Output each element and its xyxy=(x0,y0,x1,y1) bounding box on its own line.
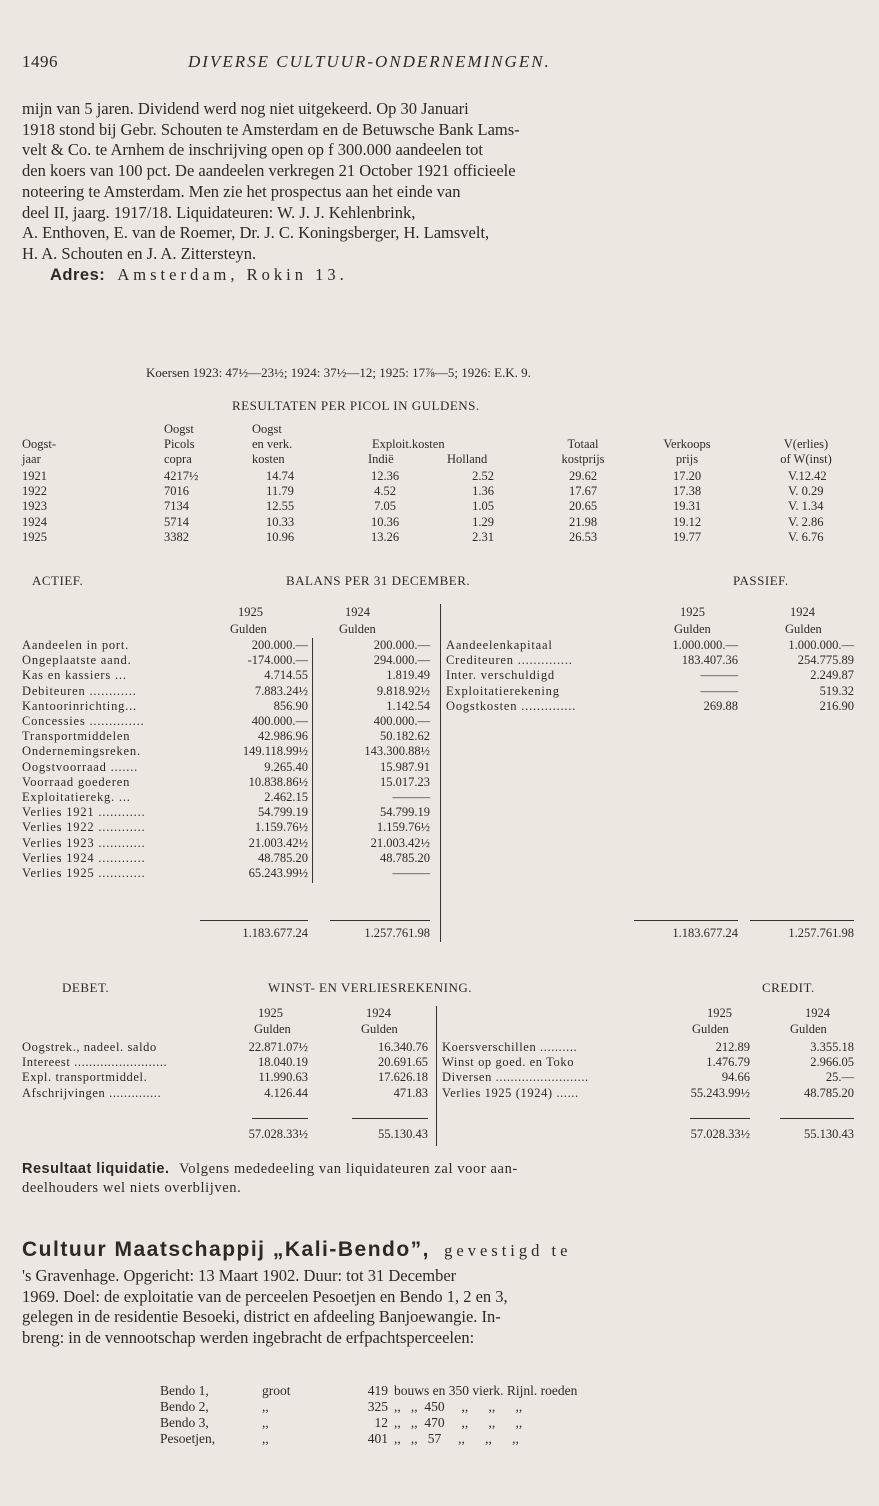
header-verlies: V(erlies) xyxy=(783,437,829,451)
actief-labels xyxy=(22,638,145,881)
table-cell: 5714 xyxy=(164,514,189,529)
col-unit: Gulden xyxy=(339,622,376,636)
table-cell: Verlies 1924 ............ xyxy=(22,850,146,865)
koersen-line: Koersen 1923: 47½—23½; 1924: 37½—12; 1925: 17⅞—5; 1926: E.K. 9. xyxy=(146,365,531,380)
table-cell: 19.31 xyxy=(672,499,702,514)
col-totaal xyxy=(553,469,613,545)
col-verk xyxy=(250,469,310,545)
intro-line: 1918 stond bij Gebr. Schouten te Amsterdam en de Betuwsche Bank Lams- xyxy=(22,119,520,139)
balans-divider xyxy=(440,604,441,942)
table-cell: 16.340.76 xyxy=(378,1040,428,1054)
credit-labels xyxy=(442,1040,589,1101)
table-cell: Exploitatierekg. ... xyxy=(22,790,131,805)
header-verkoops: Verkoops xyxy=(663,437,711,451)
table-cell: 143.300.88½ xyxy=(364,744,430,759)
intro-line: mijn van 5 jaren. Dividend werd nog niet uitgekeerd. Op 30 Januari xyxy=(22,99,469,118)
table-cell: Transportmiddelen xyxy=(22,729,131,744)
kali-line: 's Gravenhage. Opgericht: 13 Maart 1902. Duur: tot 31 December xyxy=(22,1266,457,1285)
table-cell: Exploitatierekening xyxy=(446,683,560,698)
table-cell: 401 xyxy=(367,1431,388,1446)
resultaten-title: RESULTATEN PER PICOL IN GULDENS. xyxy=(232,398,480,413)
table-cell: ——— xyxy=(392,790,430,805)
table-cell: ,, ,, 57 ,, ,, ,, xyxy=(394,1431,519,1446)
table-cell: 1924 xyxy=(22,514,47,529)
table-cell: 54.799.19 xyxy=(258,805,308,820)
kali-line: gelegen in de residentie Besoeki, district en afdeeling Banjoewangie. In- xyxy=(22,1307,501,1327)
table-cell: 94.66 xyxy=(721,1070,750,1085)
table-cell: 1.36 xyxy=(472,484,494,499)
table-cell: 200.000.— xyxy=(251,638,308,652)
table-cell: 19.77 xyxy=(672,529,702,544)
table-cell: V. 0.29 xyxy=(788,484,824,499)
actief-label: ACTIEF. xyxy=(32,573,84,588)
table-cell: Expl. transportmiddel. xyxy=(22,1070,148,1085)
table-cell: 1922 xyxy=(22,484,47,499)
table-cell: 1.000.000.— xyxy=(788,638,854,652)
table-cell: Verlies 1922 ............ xyxy=(22,820,146,835)
header-picols: copra xyxy=(164,452,192,467)
table-cell: 15.017.23 xyxy=(380,774,430,789)
col-picols xyxy=(164,469,198,545)
table-cell: 11.990.63 xyxy=(258,1070,308,1085)
header-verlies: of W(inst) xyxy=(780,452,832,467)
table-cell: 9.818.92½ xyxy=(376,683,430,698)
table-cell: ——— xyxy=(700,668,738,683)
debet-label: DEBET. xyxy=(62,980,110,995)
intro-line: velt & Co. te Arnhem de inschrijving open op f 300.000 aandeelen tot xyxy=(22,140,483,160)
intro-line: noteering te Amsterdam. Men zie het prospectus aan het einde van xyxy=(22,181,461,201)
col-year: 1925 xyxy=(707,1006,732,1020)
table-cell: Ondernemingsreken. xyxy=(22,744,141,759)
debet-total-1924: 55.130.43 xyxy=(378,1127,428,1141)
col-year: 1925 xyxy=(258,1006,283,1020)
table-cell: Verlies 1925 (1924) ...... xyxy=(442,1085,579,1100)
passief-total-1924: 1.257.761.98 xyxy=(788,926,854,940)
table-cell: Intereest ......................... xyxy=(22,1055,168,1070)
table-cell: 17.20 xyxy=(672,469,702,483)
actief-1924 xyxy=(318,638,430,881)
table-cell: Crediteuren .............. xyxy=(446,653,573,668)
table-cell: 10.36 xyxy=(370,514,400,529)
table-cell: Voorraad goederen xyxy=(22,774,131,789)
credit-total-1924: 55.130.43 xyxy=(804,1127,854,1141)
table-cell: Verlies 1925 ............ xyxy=(22,866,146,881)
table-cell: 1921 xyxy=(22,469,47,483)
col-unit: Gulden xyxy=(692,1022,729,1036)
table-cell: V.12.42 xyxy=(788,469,827,483)
table-cell: 2.462.15 xyxy=(264,790,308,805)
total-rule xyxy=(634,920,738,921)
table-cell: 2.52 xyxy=(472,469,494,483)
intro-paragraph xyxy=(22,99,860,285)
col-unit: Gulden xyxy=(790,1022,827,1036)
header-verk: en verk. xyxy=(252,437,293,452)
header-totaal: kostprijs xyxy=(561,452,605,467)
adres-line xyxy=(22,265,860,286)
table-cell: 19.12 xyxy=(672,514,702,529)
table-cell: -174.000.— xyxy=(247,653,308,668)
table-cell: 9.265.40 xyxy=(264,759,308,774)
table-cell: 7016 xyxy=(164,484,189,499)
table-cell: 12.55 xyxy=(265,499,295,514)
table-cell: 17.38 xyxy=(672,484,702,499)
table-cell: Verlies 1923 ............ xyxy=(22,835,146,850)
table-cell: 22.871.07½ xyxy=(248,1040,308,1054)
table-cell: 17.626.18 xyxy=(378,1070,428,1085)
table-cell: 2.31 xyxy=(472,529,494,544)
total-rule xyxy=(252,1118,308,1119)
header-verkoops: prijs xyxy=(675,452,699,467)
table-cell: 149.118.99½ xyxy=(242,744,308,759)
table-cell: 21.003.42½ xyxy=(370,835,430,850)
table-cell: Kantoorinrichting... xyxy=(22,698,137,713)
col-unit: Gulden xyxy=(254,1022,291,1036)
winst-title: WINST- EN VERLIESREKENING. xyxy=(268,980,473,995)
table-cell: Koersverschillen .......... xyxy=(442,1040,578,1054)
kali-paragraph xyxy=(22,1266,860,1349)
table-cell: Afschrijvingen .............. xyxy=(22,1085,162,1100)
table-cell: Aandeelenkapitaal xyxy=(446,638,553,652)
column-rule xyxy=(312,638,313,883)
table-cell: 1.29 xyxy=(472,514,494,529)
table-cell: Diversen ......................... xyxy=(442,1070,589,1085)
table-cell: 1.000.000.— xyxy=(672,638,738,652)
table-cell: 10.33 xyxy=(265,514,295,529)
table-cell: 1.159.76½ xyxy=(376,820,430,835)
header-oogstjaar: Oogst- xyxy=(22,437,57,451)
total-rule xyxy=(750,920,854,921)
table-cell: 20.691.65 xyxy=(378,1055,428,1070)
page-title: DIVERSE CULTUUR-ONDERNEMINGEN. xyxy=(188,52,551,71)
table-cell: 400.000.— xyxy=(373,714,430,729)
table-cell: 14.74 xyxy=(265,469,295,483)
passief-1925 xyxy=(628,638,738,714)
table-cell: Verlies 1921 ............ xyxy=(22,805,146,820)
table-cell: Oogstkosten .............. xyxy=(446,698,577,713)
intro-line: A. Enthoven, E. van de Roemer, Dr. J. C. Koningsberger, H. Lamsvelt, xyxy=(22,223,490,243)
table-cell: 212.89 xyxy=(715,1040,750,1054)
col-unit: Gulden xyxy=(230,622,267,636)
table-cell: 48.785.20 xyxy=(258,850,308,865)
intro-line: deel II, jaarg. 1917/18. Liquidateuren: W. J. J. Kehlenbrink, xyxy=(22,202,416,222)
actief-1925 xyxy=(196,638,308,881)
table-cell: Debiteuren ............ xyxy=(22,683,137,698)
table-cell: 50.182.62 xyxy=(380,729,430,744)
table-cell: ——— xyxy=(700,683,738,698)
table-cell: 2.249.87 xyxy=(810,668,854,683)
table-cell: Winst op goed. en Toko xyxy=(442,1055,575,1070)
table-cell: ,, xyxy=(262,1431,269,1446)
table-cell: 25.— xyxy=(825,1070,854,1085)
col-unit: Gulden xyxy=(674,622,711,636)
table-cell: 294.000.— xyxy=(373,653,430,668)
table-cell: Concessies .............. xyxy=(22,714,145,729)
credit-1924 xyxy=(756,1040,854,1101)
table-cell: 21.98 xyxy=(568,514,598,529)
table-cell: 12 xyxy=(374,1415,388,1430)
table-cell: 10.838.86½ xyxy=(248,774,308,789)
table-cell: 1.142.54 xyxy=(386,698,430,713)
table-cell: 254.775.89 xyxy=(797,653,854,668)
table-cell: 216.90 xyxy=(819,698,854,713)
table-cell: 11.79 xyxy=(266,484,294,499)
table-cell: 3.355.18 xyxy=(810,1040,854,1054)
table-cell: ,, xyxy=(262,1415,269,1430)
page-number: 1496 xyxy=(22,52,58,71)
header-exploit: Exploit.kosten xyxy=(372,437,445,451)
table-cell: 55.243.99½ xyxy=(690,1085,750,1100)
header-totaal: Totaal xyxy=(567,437,599,451)
table-cell: 400.000.— xyxy=(251,714,308,729)
table-cell: 200.000.— xyxy=(373,638,430,652)
table-cell: 1.819.49 xyxy=(386,668,430,683)
table-cell: Kas en kassiers ... xyxy=(22,668,127,683)
col-year: 1924 xyxy=(345,605,370,619)
table-cell: 471.83 xyxy=(393,1085,428,1100)
header-holland: Holland xyxy=(447,452,488,466)
table-cell: 12.36 xyxy=(370,469,400,483)
balans-title: BALANS PER 31 DECEMBER. xyxy=(286,573,471,588)
resultaat-line1 xyxy=(22,1161,518,1178)
winst-divider xyxy=(436,1006,437,1146)
table-cell: 1.159.76½ xyxy=(254,820,308,835)
table-cell: 10.96 xyxy=(265,529,295,544)
passief-1924 xyxy=(744,638,854,714)
col-year: 1924 xyxy=(790,605,815,619)
table-cell: 29.62 xyxy=(568,469,598,483)
col-unit: Gulden xyxy=(785,622,822,636)
total-rule xyxy=(200,920,308,921)
table-cell: 2.966.05 xyxy=(810,1055,854,1070)
passief-total-1925: 1.183.677.24 xyxy=(672,926,738,940)
header-picols: Picols xyxy=(164,437,195,452)
table-cell: 1925 xyxy=(22,529,47,544)
intro-line: H. A. Schouten en J. A. Zittersteyn. xyxy=(22,243,257,263)
table-cell: V. 6.76 xyxy=(788,529,824,544)
table-cell: 4.52 xyxy=(374,484,396,499)
table-cell: Ongeplaatste aand. xyxy=(22,653,132,668)
resultaat-label: Resultaat liquidatie. xyxy=(22,1161,170,1177)
table-cell: 4.126.44 xyxy=(264,1085,308,1100)
table-cell: 1.05 xyxy=(472,499,494,514)
actief-total-1925: 1.183.677.24 xyxy=(242,926,308,940)
table-cell: 26.53 xyxy=(568,529,598,544)
table-cell: V. 1.34 xyxy=(788,499,824,514)
total-rule xyxy=(330,920,430,921)
table-cell: 18.040.19 xyxy=(258,1055,308,1070)
col-indie xyxy=(355,469,415,545)
header-oogstjaar: jaar xyxy=(22,452,41,467)
table-cell: V. 2.86 xyxy=(788,514,824,529)
table-cell: ——— xyxy=(392,866,430,881)
resultaat-line2: deelhouders wel niets overblijven. xyxy=(22,1180,242,1196)
table-cell: 325 xyxy=(367,1399,388,1414)
table-cell: bouws en 350 vierk. Rijnl. roeden xyxy=(394,1383,578,1398)
table-cell: ,, xyxy=(262,1399,269,1414)
table-cell: 269.88 xyxy=(703,698,738,713)
table-cell: 4.714.55 xyxy=(264,668,308,683)
adres-label: Adres: xyxy=(50,265,106,284)
intro-line: den koers van 100 pct. De aandeelen verkregen 21 October 1921 officieele xyxy=(22,161,516,181)
table-cell: 1.476.79 xyxy=(706,1055,750,1070)
table-cell: groot xyxy=(262,1383,291,1398)
kali-title: Cultuur Maatschappij „Kali-Bendo”, xyxy=(22,1238,431,1261)
table-cell: 519.32 xyxy=(819,683,854,698)
table-cell: 1923 xyxy=(22,499,47,514)
table-cell: 21.003.42½ xyxy=(248,835,308,850)
table-cell: 4217½ xyxy=(164,469,199,483)
col-year: 1925 xyxy=(680,605,705,619)
credit-1925 xyxy=(650,1040,750,1101)
kali-line: 1969. Doel: de exploitatie van de perceelen Pesoetjen en Bendo 1, 2 en 3, xyxy=(22,1286,508,1306)
col-unit: Gulden xyxy=(361,1022,398,1036)
table-cell: 17.67 xyxy=(568,484,598,499)
table-cell: ,, ,, 470 ,, ,, ,, xyxy=(394,1415,523,1430)
table-cell: 15.987.91 xyxy=(380,759,430,774)
table-cell: Inter. verschuldigd xyxy=(446,668,555,683)
resultaat-text: Volgens mededeeling van liquidateuren zal voor aan- xyxy=(179,1161,518,1177)
table-cell: Pesoetjen, xyxy=(160,1431,216,1446)
debet-total-1925: 57.028.33½ xyxy=(248,1127,308,1141)
table-cell: 54.799.19 xyxy=(380,805,430,820)
total-rule xyxy=(690,1118,750,1119)
table-cell: 48.785.20 xyxy=(380,850,430,865)
table-cell: 419 xyxy=(367,1383,388,1398)
table-cell: Bendo 2, xyxy=(160,1399,209,1414)
header-picols: Oogst xyxy=(164,422,194,436)
adres-value: Amsterdam, Rokin 13. xyxy=(117,264,348,284)
total-rule xyxy=(780,1118,854,1119)
actief-total-1924: 1.257.761.98 xyxy=(364,926,430,940)
table-cell: Oogstrek., nadeel. saldo xyxy=(22,1040,157,1054)
table-cell: 3382 xyxy=(164,529,189,544)
col-verlies xyxy=(788,469,827,545)
kali-gevestigd: gevestigd te xyxy=(444,1241,572,1260)
passief-label: PASSIEF. xyxy=(733,573,789,588)
table-cell: 42.986.96 xyxy=(258,729,308,744)
col-year: 1925 xyxy=(238,605,263,619)
credit-total-1925: 57.028.33½ xyxy=(690,1127,750,1141)
table-cell: 13.26 xyxy=(370,529,400,544)
col-year: 1924 xyxy=(805,1006,830,1020)
table-cell: ,, ,, 450 ,, ,, ,, xyxy=(394,1399,523,1414)
credit-label: CREDIT. xyxy=(762,980,815,995)
col-holland xyxy=(458,469,508,545)
header-verk: Oogst xyxy=(252,422,282,436)
col-year: 1924 xyxy=(366,1006,391,1020)
table-cell: 20.65 xyxy=(568,499,598,514)
passief-labels xyxy=(446,638,576,714)
header-indie: Indië xyxy=(368,452,394,466)
debet-1924 xyxy=(328,1040,428,1101)
table-cell: 7134 xyxy=(164,499,189,514)
total-rule xyxy=(352,1118,428,1119)
table-cell: Aandeelen in port. xyxy=(22,638,130,652)
kali-line: breng: in de vennootschap werden ingebracht de erfpachtsperceelen: xyxy=(22,1328,475,1348)
table-cell: 856.90 xyxy=(273,698,308,713)
header-verk: kosten xyxy=(252,452,285,467)
debet-labels xyxy=(22,1040,167,1101)
table-cell: Bendo 3, xyxy=(160,1415,209,1430)
table-cell: 183.407.36 xyxy=(681,653,738,668)
col-verkoops xyxy=(657,469,717,545)
debet-1925 xyxy=(208,1040,308,1101)
table-cell: Bendo 1, xyxy=(160,1383,209,1398)
table-cell: 7.883.24½ xyxy=(254,683,308,698)
table-cell: Oogstvoorraad ....... xyxy=(22,759,139,774)
table-cell: 65.243.99½ xyxy=(248,866,308,881)
table-cell: 48.785.20 xyxy=(804,1085,854,1100)
col-jaar xyxy=(22,469,47,545)
table-cell: 7.05 xyxy=(374,499,396,514)
kali-title-line xyxy=(22,1238,571,1262)
